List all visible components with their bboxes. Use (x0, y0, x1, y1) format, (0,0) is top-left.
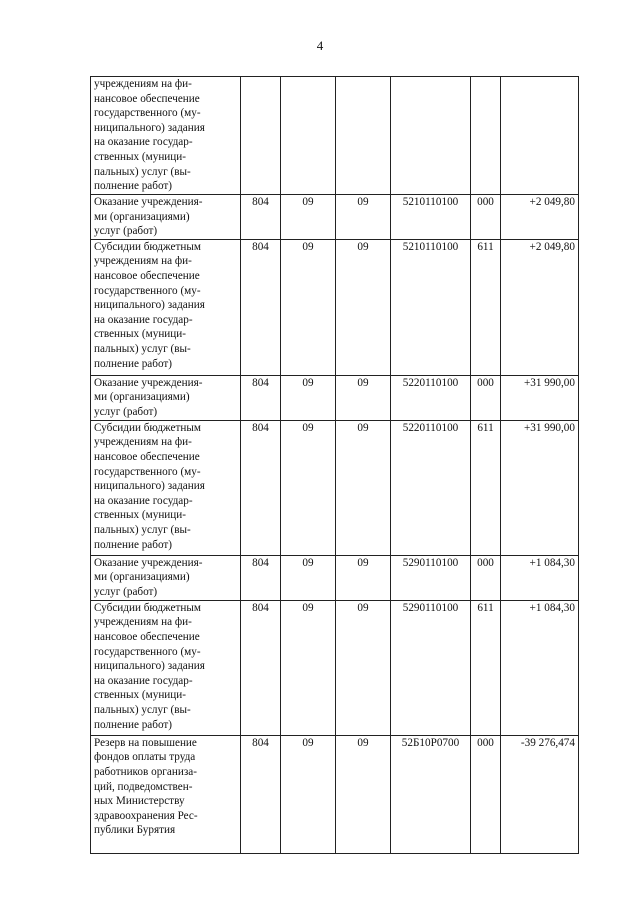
subsection-code: 09 (336, 195, 391, 240)
expense-type-code: 611 (471, 420, 501, 555)
subsection-code (336, 77, 391, 195)
row-name: Субсидии бюджетным учреждениям на фи- нансовое обеспечение государственного (му- ниципального) задания на оказание государ- ственных (муници- пальных) услуг (вы- полнение работ) (91, 239, 241, 375)
amount: +2 049,80 (501, 239, 579, 375)
row-name: Оказание учреждения- ми (организациями) услуг (работ) (91, 195, 241, 240)
row-name: Субсидии бюджетным учреждениям на фи- нансовое обеспечение государственного (му- ниципального) задания на оказание государ- ственных (муници- пальных) услуг (вы- полнение работ) (91, 600, 241, 735)
ministry-code: 804 (241, 375, 281, 420)
amount (501, 77, 579, 195)
target-code: 52Б10Р0700 (391, 735, 471, 853)
amount: -39 276,474 (501, 735, 579, 853)
expense-type-code: 000 (471, 735, 501, 853)
ministry-code: 804 (241, 735, 281, 853)
target-code: 5220110100 (391, 375, 471, 420)
subsection-code: 09 (336, 239, 391, 375)
table-row (91, 239, 579, 375)
table-row (91, 420, 579, 555)
subsection-code: 09 (336, 735, 391, 853)
row-name: Оказание учреждения- ми (организациями) услуг (работ) (91, 555, 241, 600)
amount: +2 049,80 (501, 195, 579, 240)
expense-type-code: 611 (471, 239, 501, 375)
section-code: 09 (281, 195, 336, 240)
row-name: Оказание учреждения- ми (организациями) услуг (работ) (91, 375, 241, 420)
row-name: учреждениям на фи- нансовое обеспечение государственного (му- ниципального) задания на оказание государ- ственных (муници- пальных) услуг (вы- полнение работ) (91, 77, 241, 195)
expense-type-code: 000 (471, 555, 501, 600)
table-row (91, 600, 579, 735)
ministry-code: 804 (241, 420, 281, 555)
expense-type-code (471, 77, 501, 195)
target-code: 5290110100 (391, 600, 471, 735)
amount: +31 990,00 (501, 375, 579, 420)
amount: +31 990,00 (501, 420, 579, 555)
section-code: 09 (281, 239, 336, 375)
ministry-code: 804 (241, 600, 281, 735)
section-code: 09 (281, 555, 336, 600)
section-code: 09 (281, 735, 336, 853)
ministry-code: 804 (241, 195, 281, 240)
amount: +1 084,30 (501, 600, 579, 735)
page-number: 4 (316, 38, 324, 53)
section-code (281, 77, 336, 195)
row-name: Резерв на повышение фондов оплаты труда работников организа- ций, подведомствен- ных Министерству здравоохранения Рес- публики Бурятия (91, 735, 241, 853)
row-name: Субсидии бюджетным учреждениям на фи- нансовое обеспечение государственного (му- ниципального) задания на оказание государ- ственных (муници- пальных) услуг (вы- полнение работ) (91, 420, 241, 555)
ministry-code (241, 77, 281, 195)
subsection-code: 09 (336, 600, 391, 735)
ministry-code: 804 (241, 555, 281, 600)
table-row (91, 555, 579, 600)
table-row (91, 195, 579, 240)
ministry-code: 804 (241, 239, 281, 375)
section-code: 09 (281, 600, 336, 735)
subsection-code: 09 (336, 555, 391, 600)
subsection-code: 09 (336, 375, 391, 420)
target-code: 5210110100 (391, 239, 471, 375)
expense-type-code: 000 (471, 375, 501, 420)
section-code: 09 (281, 375, 336, 420)
target-code: 5290110100 (391, 555, 471, 600)
section-code: 09 (281, 420, 336, 555)
table-row (91, 735, 579, 853)
budget-table (90, 76, 579, 854)
table-row (91, 375, 579, 420)
target-code: 5210110100 (391, 195, 471, 240)
table-row (91, 77, 579, 195)
expense-type-code: 000 (471, 195, 501, 240)
target-code: 5220110100 (391, 420, 471, 555)
expense-type-code: 611 (471, 600, 501, 735)
amount: +1 084,30 (501, 555, 579, 600)
target-code (391, 77, 471, 195)
subsection-code: 09 (336, 420, 391, 555)
